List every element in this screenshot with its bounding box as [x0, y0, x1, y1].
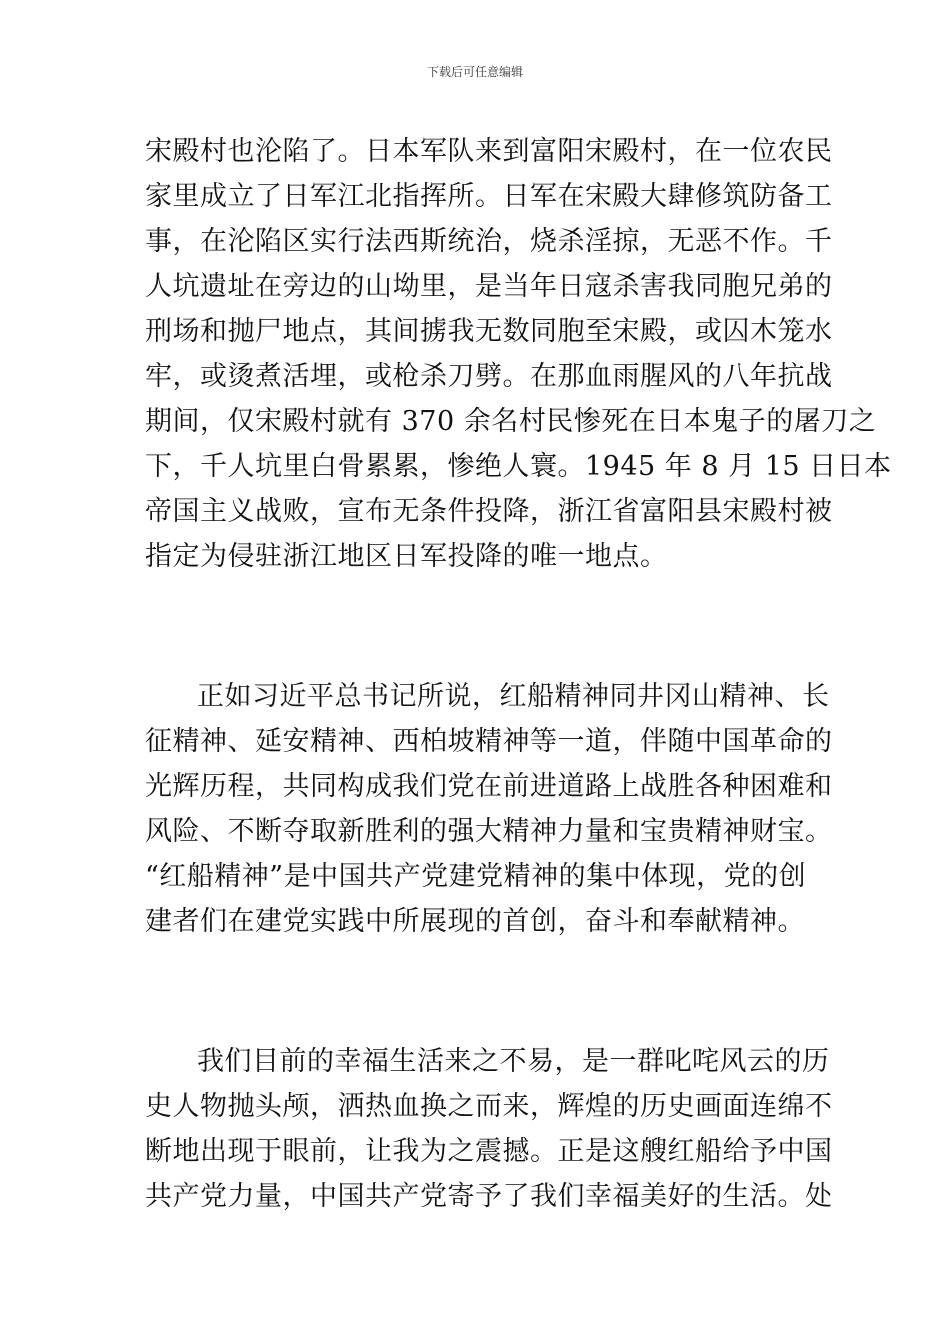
text-line: 正如习近平总书记所说，红船精神同井冈山精神、长 [197, 681, 830, 712]
text-line: 共产党力量，中国共产党寄予了我们幸福美好的生活。处 [145, 1181, 833, 1212]
text-line: 事，在沦陷区实行法西斯统治，烧杀淫掠，无恶不作。千 [145, 226, 833, 257]
text-line: 人坑遗址在旁边的山坳里，是当年日寇杀害我同胞兄弟的 [145, 271, 833, 302]
text-line: 下，千人坑里白骨累累，惨绝人寰。1945 年 8 月 15 日日本 [145, 451, 892, 482]
text-line: 家里成立了日军江北指挥所。日军在宋殿大肆修筑防备工 [145, 181, 833, 212]
text-line: 建者们在建党实践中所展现的首创，奋斗和奉献精神。 [145, 906, 805, 937]
text-line: “红船精神”是中国共产党建党精神的集中体现，党的创 [145, 861, 807, 892]
text-line: 我们目前的幸福生活来之不易，是一群叱咤风云的历 [197, 1046, 830, 1077]
page-header: 下载后可任意编辑 [426, 65, 523, 79]
text-line: 征精神、延安精神、西柏坡精神等一道，伴随中国革命的 [145, 726, 833, 757]
text-line: 史人物抛头颅，洒热血换之而来，辉煌的历史画面连绵不 [145, 1091, 833, 1122]
text-line: 光辉历程，共同构成我们党在前进道路上战胜各种困难和 [145, 771, 833, 802]
text-line: 指定为侵驻浙江地区日军投降的唯一地点。 [145, 541, 668, 572]
text-line: 帝国主义战败，宣布无条件投降，浙江省富阳县宋殿村被 [145, 496, 833, 527]
text-line: 期间，仅宋殿村就有 370 余名村民惨死在日本鬼子的屠刀之 [145, 406, 877, 437]
text-line: 宋殿村也沦陷了。日本军队来到富阳宋殿村，在一位农民 [145, 136, 833, 167]
text-line: 刑场和抛尸地点，其间掳我无数同胞至宋殿，或囚木笼水 [145, 316, 833, 347]
text-line: 风险、不断夺取新胜利的强大精神力量和宝贵精神财宝。 [145, 816, 833, 847]
text-line: 断地出现于眼前，让我为之震撼。正是这艘红船给予中国 [145, 1136, 833, 1167]
text-line: 牢，或烫煮活埋，或枪杀刀劈。在那血雨腥风的八年抗战 [145, 361, 833, 392]
